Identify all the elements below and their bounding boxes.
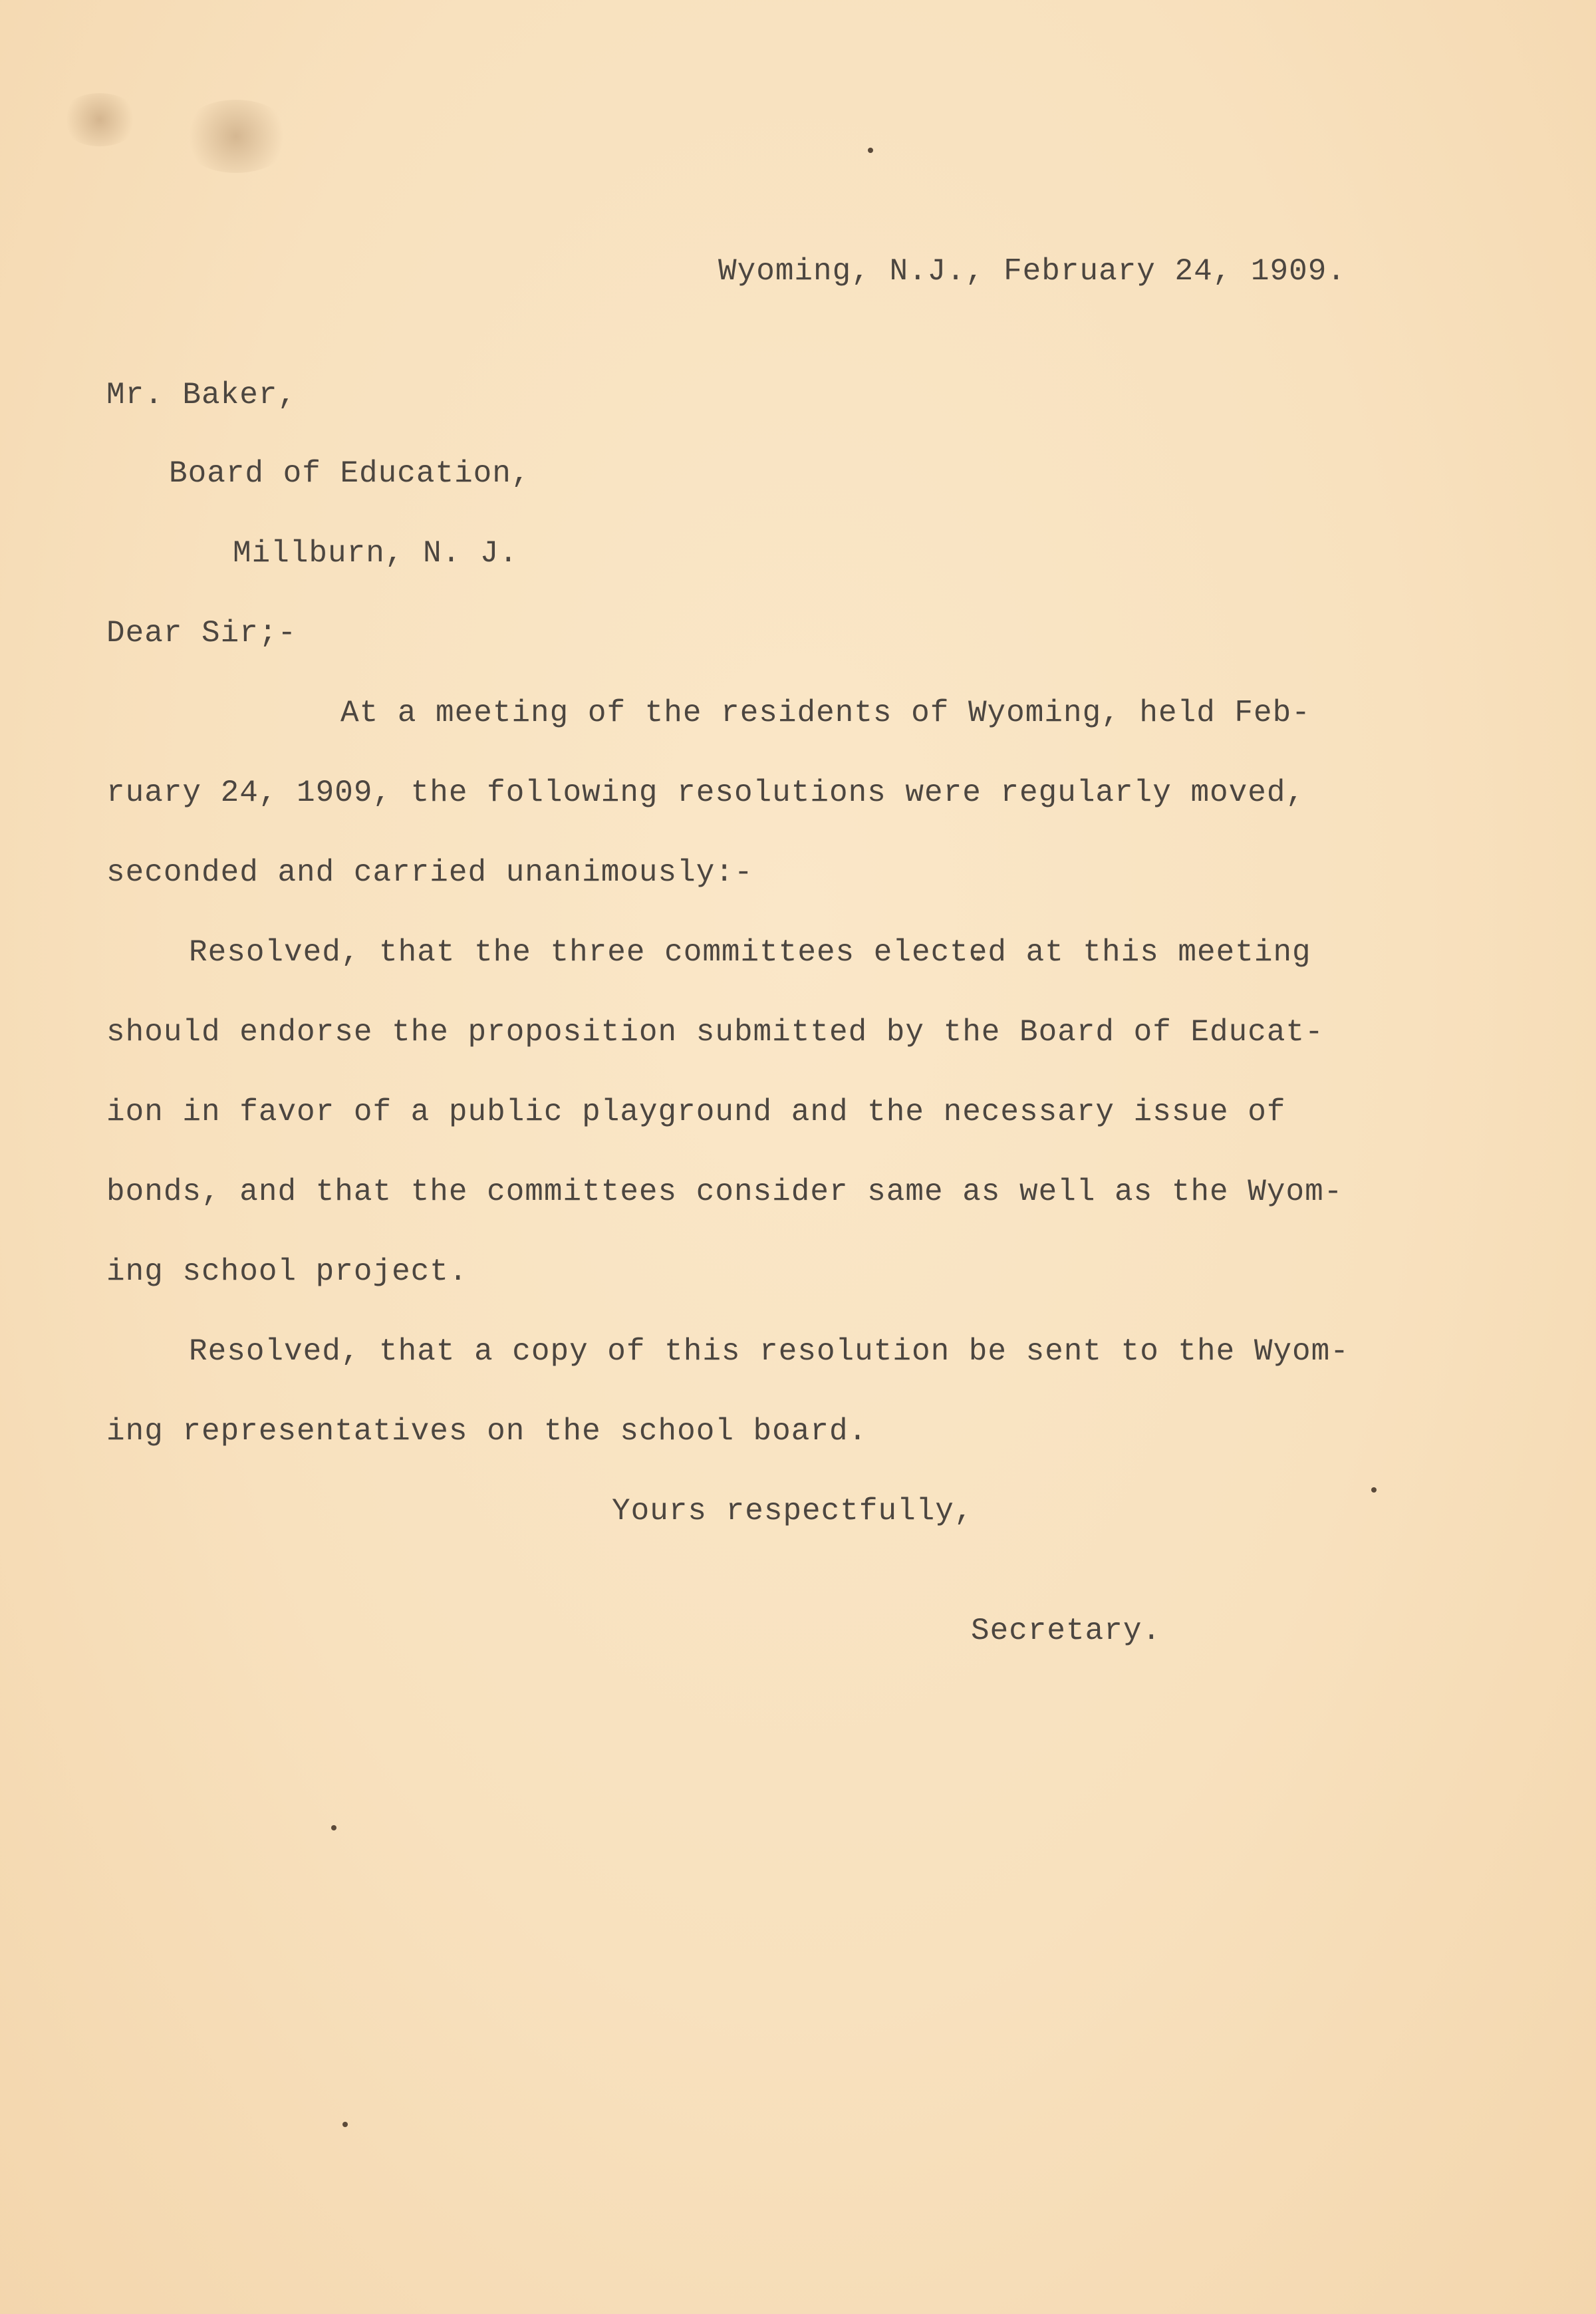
body-line: ion in favor of a public playground and the necessary issue of [106, 1095, 1286, 1129]
body-line: should endorse the proposition submitted by the Board of Educat- [106, 1015, 1324, 1050]
signature-title: Secretary. [971, 1614, 1162, 1648]
body-line: At a meeting of the residents of Wyoming, held Feb- [340, 696, 1311, 730]
body-line: Resolved, that a copy of this resolution be sent to the Wyom- [189, 1334, 1349, 1369]
body-line: seconded and carried unanimously:- [106, 855, 753, 890]
body-line: ruary 24, 1909, the following resolutions were regularly moved, [106, 776, 1305, 810]
body-line: ing representatives on the school board. [106, 1414, 868, 1449]
body-line: Resolved, that the three committees elected at this meeting [189, 935, 1311, 970]
body-line: ing school project. [106, 1254, 468, 1289]
salutation: Dear Sir;- [106, 616, 297, 651]
body-line: bonds, and that the committees consider same as well as the Wyom- [106, 1175, 1343, 1209]
closing: Yours respectfully, [612, 1494, 974, 1528]
addressee-organization: Board of Education, [169, 456, 531, 491]
addressee-location: Millburn, N. J. [233, 536, 519, 571]
dateline: Wyoming, N.J., February 24, 1909. [718, 254, 1346, 289]
addressee-name: Mr. Baker, [106, 378, 297, 412]
